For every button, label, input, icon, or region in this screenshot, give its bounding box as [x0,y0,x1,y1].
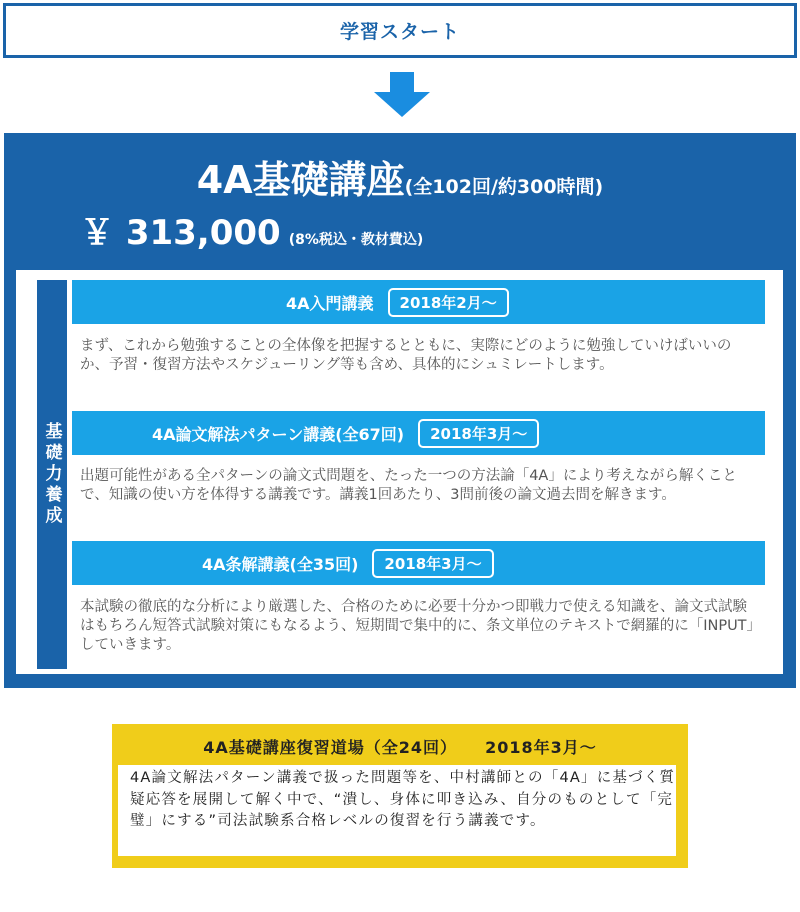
lecture-desc-article: 本試験の徹底的な分析により厳選した、合格のために必要十分かつ即戦力で使える知識を、論文式試験はもちろん短答式試験対策にもなるよう、短期間で集中的に、条文単位のテキストで網羅的に「INPUT」していきます。 [80,599,754,653]
lecture-title: 4A条解講義(全35回) [202,554,359,574]
lecture-list [16,270,783,674]
lecture-desc-pattern: 出題可能性がある全パターンの論文式問題を、たった一つの方法論「4A」により考えながら解くことで、知識の使い方を体得する講義です。講義1回あたり、3問前後の論文過去問を解きます。 [80,468,737,503]
price-note: (8%税込・教材費込) [288,232,424,248]
lecture-desc-intro: まず、これから勉強することの全体像を把握するとともに、実際にどのように勉強していけばいいのか、予習・復習方法やスケジューリング等も含め、具体的にシュミレートします。 [80,338,732,373]
review-course-box [112,724,688,868]
course-title-sub: (全102回/約300時間) [404,176,604,198]
review-description: 4A論文解法パターン講義で扱った問題等を、中村講師との「4A」に基づく質疑応答を展開して解く中で、“潰し、身体に叩き込み、自分のものとして「完璧」にする”司法試験系合格レベルの復習を行う講義です。 [118,765,676,856]
lecture-date: 2018年3月～ [418,419,539,448]
course-title [4,149,796,204]
lecture-header-pattern [72,411,765,455]
review-title-label: 4A基礎講座復習道場（全24回） [203,738,458,757]
review-date: 2018年3月～ [485,738,597,757]
course-price [80,205,423,254]
lecture-header-article [72,541,765,585]
course-title-main: 4A基礎講座 [196,158,405,202]
price-amount: ￥ 313,000 [80,213,281,253]
lecture-header-intro [72,280,765,324]
arrow-down-icon [374,72,430,117]
study-start-label: 学習スタート [339,21,460,43]
basic-course-panel [4,133,796,688]
section-label: 基礎力養成 [37,280,67,669]
lecture-date: 2018年2月～ [388,288,509,317]
lecture-date: 2018年3月～ [372,549,493,578]
lecture-title: 4A論文解法パターン講義(全67回) [152,424,405,444]
review-title [112,735,688,758]
study-start-box [3,3,797,58]
lecture-title: 4A入門講義 [286,293,374,313]
